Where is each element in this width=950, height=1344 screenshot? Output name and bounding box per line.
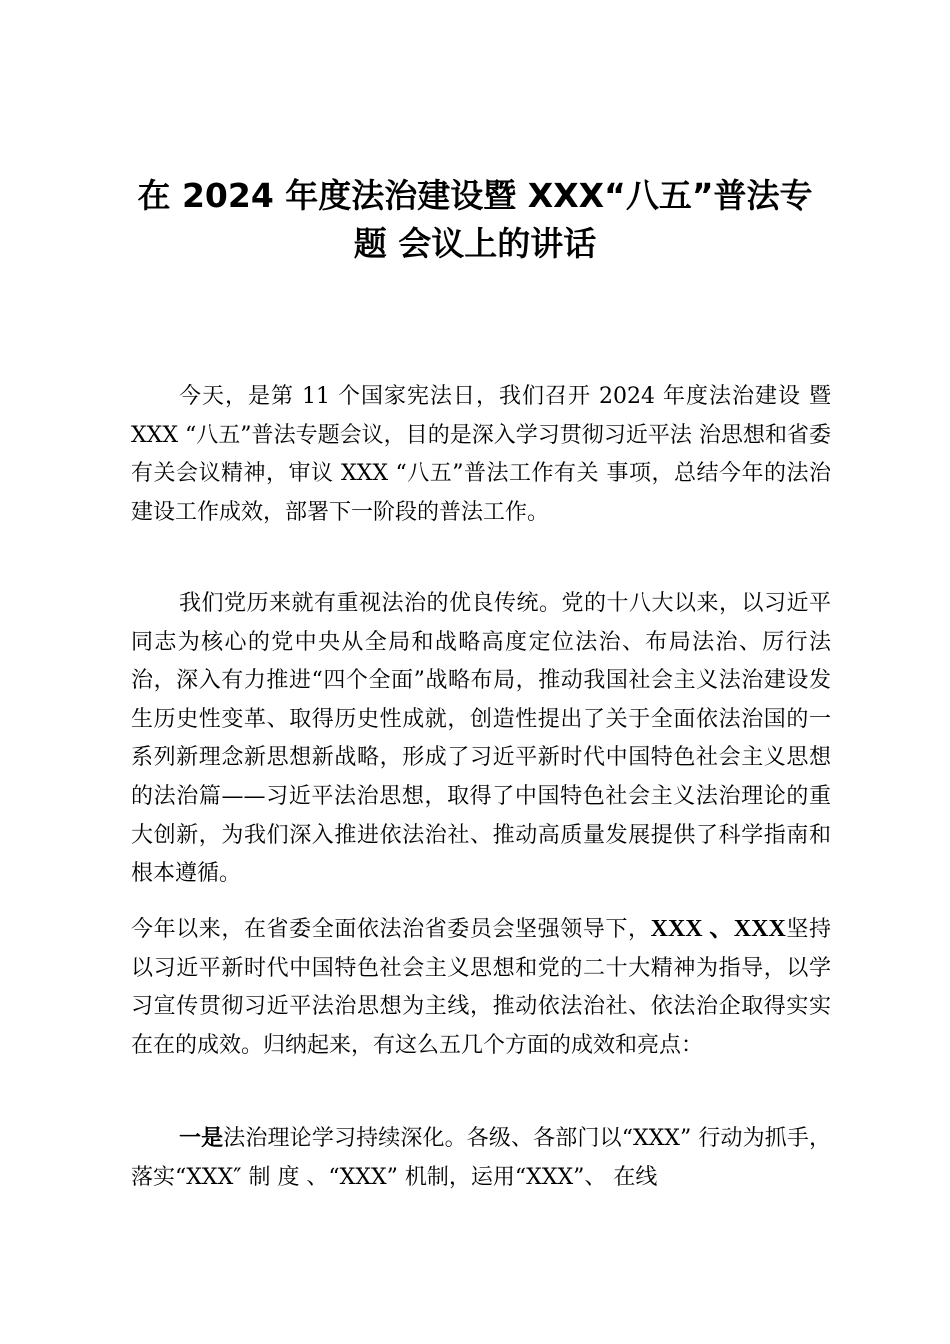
document-title	[110, 172, 840, 268]
paragraph-achievements	[131, 910, 831, 1065]
achievements-intro: 今年以来，在省委全面依法治省委员会坚强领导下，	[131, 917, 651, 942]
point-one-text: 法治理论学习持续深化。各级、各部门以“XXX” 行动为抓手，落实“XXX″ 制 度 、“XXX” 机制，运用“XXX”、 在线	[131, 1126, 831, 1190]
paragraph-opening: 今天，是第 11 个国家宪法日，我们召开 2024 年度法治建设 暨 XXX “八五”普法专题会议，目的是深入学习贯彻习近平法 治思想和省委有关会议精神，审议 XXX “八五”普法工作有关 事项，总结今年的法治建设工作成效，部署下一阶段的普法工作。	[131, 384, 831, 525]
achievements-body: 坚持以习近平新时代中国特色社会主义思想和党的二十大精神为指导，以学习宣传贯彻习近平法治思想为主线，推动依法治社、依法治企取得实实在在的成效。归纳起来，有这么五几个方面的成效和亮点：	[131, 917, 831, 1058]
title-line-2: 题 会议上的讲话	[353, 224, 597, 263]
point-one-label: 一是	[179, 1126, 224, 1151]
paragraph-point-one	[131, 1120, 831, 1197]
title-line-1: 在 2024 年度法治建设暨 XXX“八五”普法专	[137, 176, 813, 215]
paragraph-party-tradition: 我们党历来就有重视法治的优良传统。党的十八大以来，以习近平同志为核心的党中央从全局和战略高度定位法治、布局法治、厉行法治，深入有力推进“四个全面”战略布局，推动我国社会主义法治建设发生历史性变革、取得历史性成就，创造性提出了关于全面依法治国的一系列新理念新思想新战略，形成了习近平新时代中国特色社会主义思想的法治篇——习近平法治思想，取得了中国特色社会主义法治理论的重大创新，为我们深入推进依法治社、推动高质量发展提供了科学指南和根本遵循。	[131, 591, 831, 887]
organization-names: XXX 、XXX	[650, 916, 786, 942]
